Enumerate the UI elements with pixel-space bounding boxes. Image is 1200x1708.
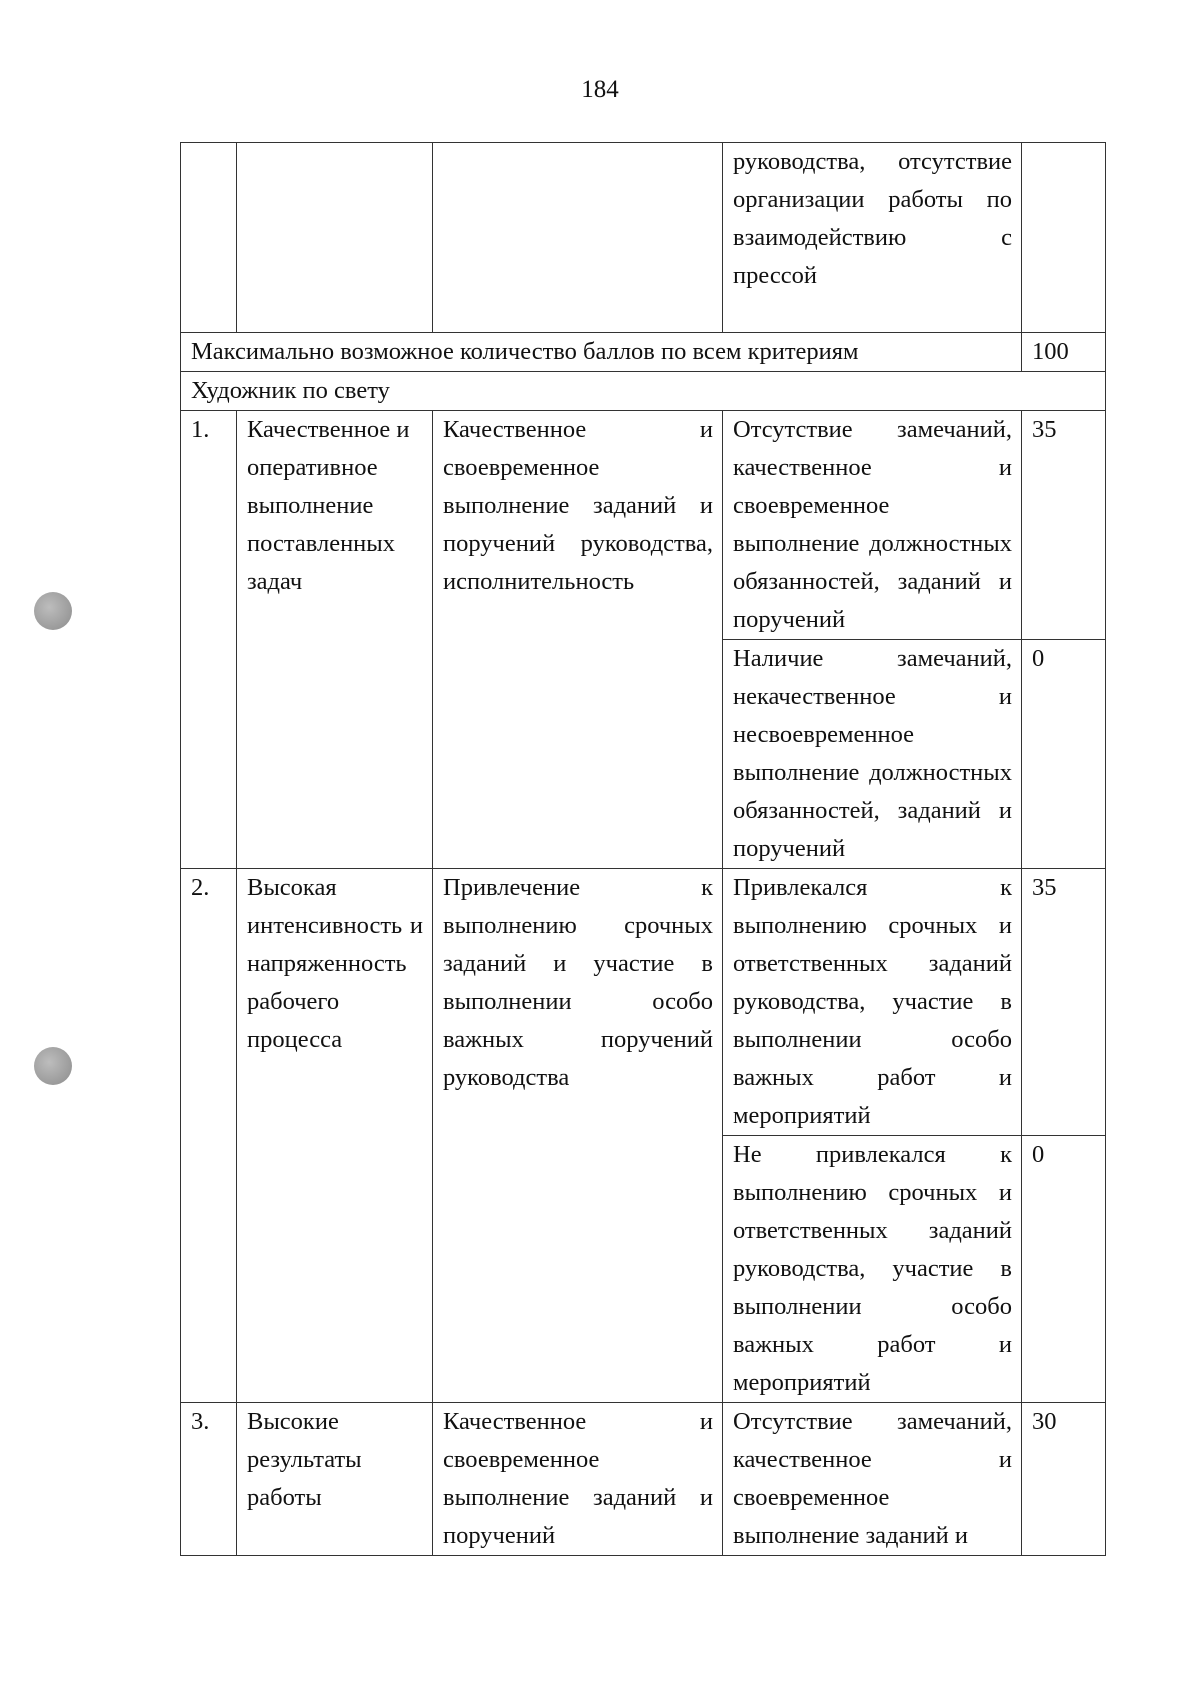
cell-number bbox=[181, 143, 237, 333]
cell-criteria: Отсутствие замечаний, качественное и своевременное выполнение должностных обязанностей, заданий и поручений bbox=[723, 411, 1022, 640]
cell-name: Высокие результаты работы bbox=[237, 1403, 433, 1556]
cell-points: 35 bbox=[1022, 411, 1106, 640]
section-title: Художник по свету bbox=[181, 372, 1106, 411]
table-row bbox=[181, 1403, 1106, 1556]
page-number: 184 bbox=[581, 76, 619, 103]
cell-points bbox=[1022, 143, 1106, 333]
table-row-section bbox=[181, 372, 1106, 411]
table-row-max-score bbox=[181, 333, 1106, 372]
cell-criteria: Отсутствие замечаний, качественное и своевременное выполнение заданий и bbox=[723, 1403, 1022, 1556]
max-score-label: Максимально возможное количество баллов по всем критериям bbox=[181, 333, 1022, 372]
cell-name: Качественное и оперативное выполнение поставленных задач bbox=[237, 411, 433, 869]
cell-number: 2. bbox=[181, 869, 237, 1403]
cell-criteria: Привлекался к выполнению срочных и ответственных заданий руководства, участие в выполнении особо важных работ и мероприятий bbox=[723, 869, 1022, 1136]
cell-name bbox=[237, 143, 433, 333]
punch-hole bbox=[34, 1047, 72, 1085]
cell-points: 35 bbox=[1022, 869, 1106, 1136]
cell-number: 3. bbox=[181, 1403, 237, 1556]
cell-description: Качественное и своевременное выполнение заданий и поручений руководства, исполнительность bbox=[433, 411, 723, 869]
table-row bbox=[181, 411, 1106, 640]
cell-points: 0 bbox=[1022, 640, 1106, 869]
max-score-value: 100 bbox=[1022, 333, 1106, 372]
cell-name: Высокая интенсивность и напряженность рабочего процесса bbox=[237, 869, 433, 1403]
punch-hole bbox=[34, 592, 72, 630]
table-row bbox=[181, 869, 1106, 1136]
cell-criteria: Не привлекался к выполнению срочных и ответственных заданий руководства, участие в выполнении особо важных работ и мероприятий bbox=[723, 1136, 1022, 1403]
cell-criteria: Наличие замечаний, некачественное и несвоевременное выполнение должностных обязанностей, заданий и поручений bbox=[723, 640, 1022, 869]
cell-points: 30 bbox=[1022, 1403, 1106, 1556]
cell-description bbox=[433, 143, 723, 333]
criteria-table bbox=[180, 142, 1106, 1556]
cell-number: 1. bbox=[181, 411, 237, 869]
cell-criteria: руководства, отсутствие организации работы по взаимодействию с прессой bbox=[723, 143, 1022, 333]
cell-description: Привлечение к выполнению срочных заданий и участие в выполнении особо важных поручений руководства bbox=[433, 869, 723, 1403]
cell-points: 0 bbox=[1022, 1136, 1106, 1403]
table-row bbox=[181, 143, 1106, 333]
cell-description: Качественное и своевременное выполнение заданий и поручений bbox=[433, 1403, 723, 1556]
